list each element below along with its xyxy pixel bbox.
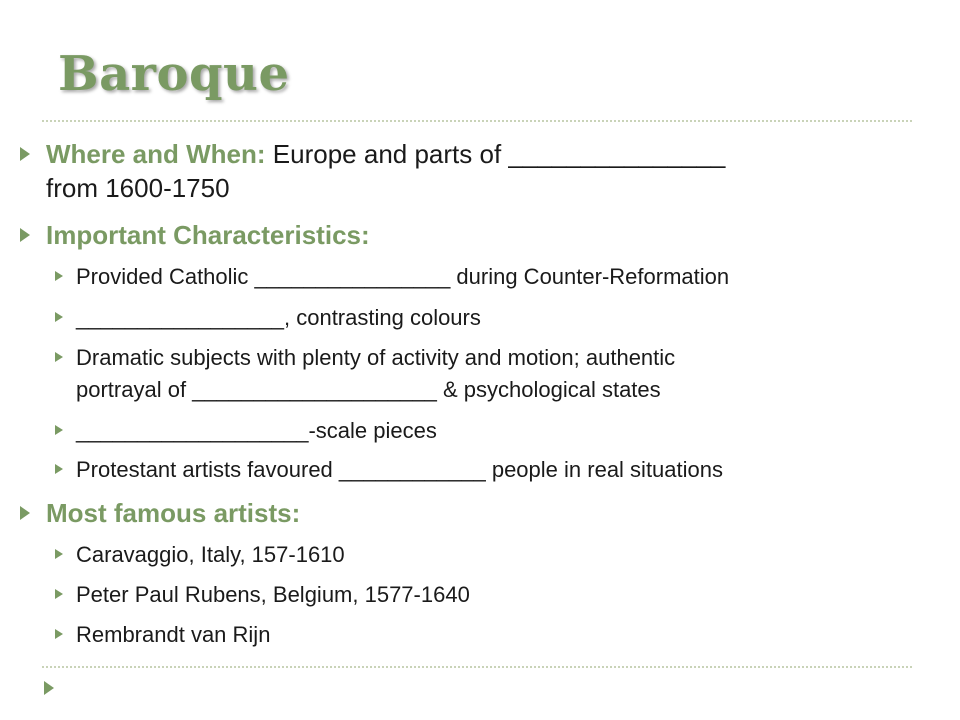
triangle-bullet-icon bbox=[20, 147, 30, 161]
artist-text: Rembrandt van Rijn bbox=[76, 622, 271, 647]
triangle-bullet-icon bbox=[20, 506, 30, 520]
artist-text: Caravaggio, Italy, 157-1610 bbox=[76, 542, 345, 567]
characteristic-item bbox=[76, 417, 437, 445]
where-when-item bbox=[46, 138, 725, 170]
artists-label: Most famous artists: bbox=[46, 498, 301, 528]
slide-title: Baroque bbox=[58, 46, 290, 102]
characteristics-label: Important Characteristics: bbox=[46, 220, 370, 250]
triangle-bullet-icon bbox=[55, 352, 63, 362]
top-divider bbox=[42, 120, 912, 122]
triangle-bullet-icon bbox=[55, 271, 63, 281]
characteristic-item bbox=[76, 344, 675, 372]
triangle-bullet-icon bbox=[55, 464, 63, 474]
artist-item bbox=[76, 541, 345, 569]
where-when-text-line2: from 1600-1750 bbox=[46, 173, 230, 203]
characteristic-text: ___________________-scale pieces bbox=[76, 418, 437, 443]
artist-text: Peter Paul Rubens, Belgium, 1577-1640 bbox=[76, 582, 470, 607]
where-when-text: Europe and parts of _______________ bbox=[272, 139, 726, 169]
triangle-bullet-icon bbox=[55, 589, 63, 599]
characteristic-text: Protestant artists favoured ____________ people in real situations bbox=[76, 457, 723, 482]
triangle-bullet-icon bbox=[44, 681, 54, 695]
characteristic-text: _________________, contrasting colours bbox=[76, 305, 481, 330]
characteristic-item bbox=[76, 263, 729, 291]
artist-item bbox=[76, 621, 270, 649]
triangle-bullet-icon bbox=[20, 228, 30, 242]
artists-heading bbox=[46, 497, 300, 529]
triangle-bullet-icon bbox=[55, 312, 63, 322]
triangle-bullet-icon bbox=[55, 629, 63, 639]
characteristics-heading bbox=[46, 219, 370, 251]
artist-item bbox=[76, 581, 470, 609]
triangle-bullet-icon bbox=[55, 425, 63, 435]
bottom-divider bbox=[42, 666, 912, 668]
characteristic-item bbox=[76, 304, 481, 332]
characteristic-item bbox=[76, 456, 723, 484]
where-when-continuation bbox=[46, 172, 230, 204]
characteristic-item-continuation bbox=[76, 376, 661, 404]
characteristic-text-line2: portrayal of ____________________ & psychological states bbox=[76, 377, 661, 402]
characteristic-text: Dramatic subjects with plenty of activity and motion; authentic bbox=[76, 345, 676, 370]
triangle-bullet-icon bbox=[55, 549, 63, 559]
where-when-label: Where and When: bbox=[46, 139, 266, 169]
characteristic-text: Provided Catholic ________________ during Counter-Reformation bbox=[76, 264, 730, 289]
